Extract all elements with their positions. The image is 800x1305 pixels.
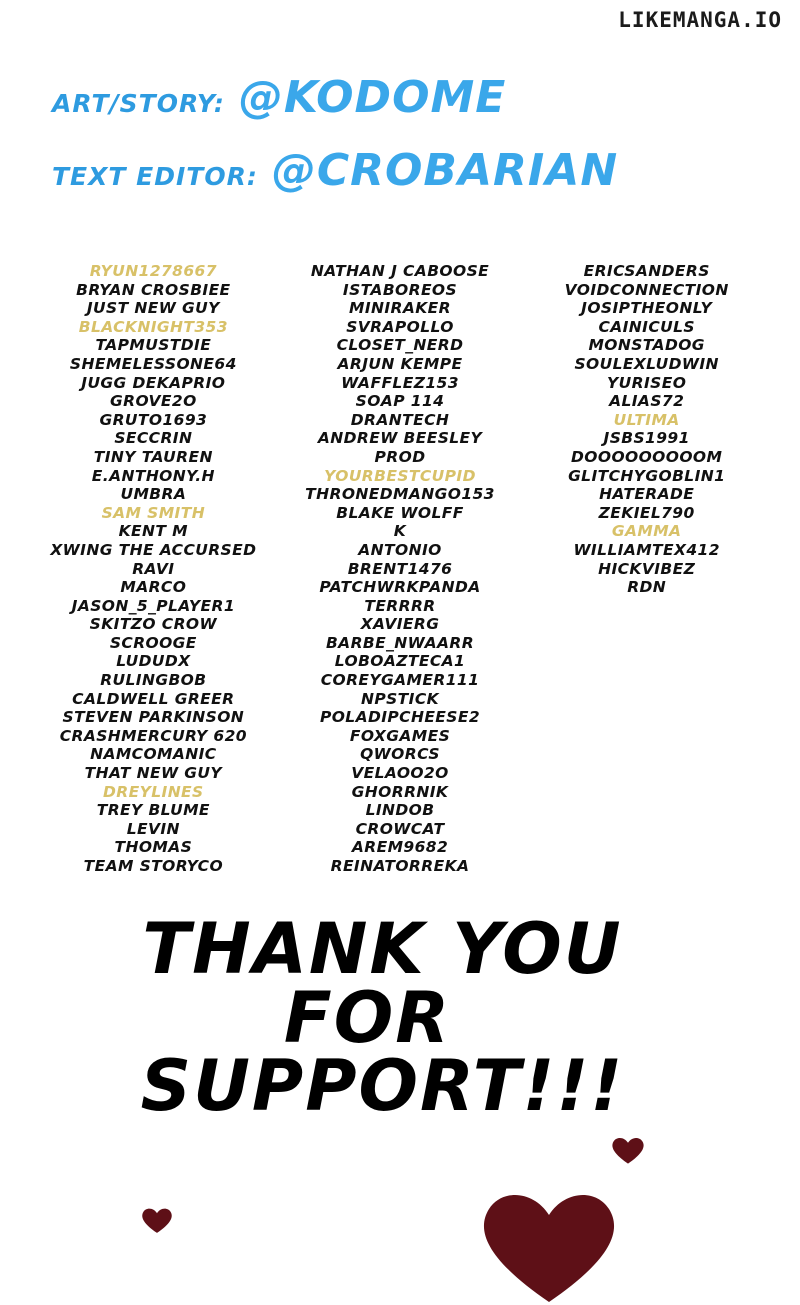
supporter-name: PROD — [374, 447, 426, 466]
supporter-name: CALDWELL GREER — [72, 689, 235, 708]
supporter-name: BLACKNIGHT353 — [78, 317, 228, 336]
supporter-name: VELAOO2O — [351, 764, 449, 783]
supporter-name: VOIDCONNECTION — [564, 280, 729, 299]
supporter-name: RULINGBOB — [100, 671, 207, 690]
thank-you-line-1: THANK YOU — [142, 908, 623, 990]
supporter-name: RAVI — [132, 559, 175, 578]
supporter-name: COREYGAMER111 — [320, 671, 480, 690]
supporter-name: SAM SMITH — [101, 503, 206, 522]
credit-handle-text-editor: @CROBARIAN — [271, 145, 619, 196]
credit-line-art-story — [0, 72, 800, 123]
supporter-name: TINY TAUREN — [93, 447, 213, 466]
supporter-name: JOSIPTHEONLY — [581, 299, 713, 318]
supporter-name: THOMAS — [114, 838, 193, 857]
supporter-name: SOAP 114 — [355, 392, 445, 411]
supporter-name: PATCHWRKPANDA — [319, 578, 481, 597]
supporter-name: KENT M — [118, 522, 189, 541]
supporter-name: GLITCHYGOBLIN1 — [568, 466, 726, 485]
supporter-name: MARCO — [120, 578, 187, 597]
supporter-name: RDN — [627, 578, 667, 597]
heart-icon-large — [464, 1185, 634, 1305]
supporter-name: ANTONIO — [358, 540, 442, 559]
supporter-name: GAMMA — [611, 522, 682, 541]
supporter-name: DREYLINES — [103, 782, 204, 801]
heart-icon-small-left — [140, 1206, 174, 1234]
supporter-name: RYUN1278667 — [89, 262, 217, 280]
supporter-name: CAINICULS — [598, 317, 695, 336]
supporter-name: LOBOAZTECA1 — [334, 652, 466, 671]
supporter-name: DOOOOOOOOOM — [571, 447, 723, 466]
supporter-names — [30, 262, 770, 876]
supporter-name: STEVEN PARKINSON — [62, 708, 245, 727]
supporter-name: XAVIERG — [360, 615, 440, 634]
supporter-name: ERICSANDERS — [583, 262, 710, 280]
site-watermark: LIKEMANGA.IO — [618, 8, 782, 32]
supporter-name: POLADIPCHEESE2 — [319, 708, 481, 727]
supporter-name: JUST NEW GUY — [86, 299, 220, 318]
supporter-name: YOURBESTCUPID — [324, 466, 476, 485]
names-column-1 — [30, 262, 277, 876]
supporter-name: REINATORREKA — [330, 857, 470, 875]
supporter-name: NATHAN J CABOOSE — [310, 262, 490, 280]
supporter-name: GROVE2O — [110, 392, 197, 411]
supporter-name: FOXGAMES — [349, 726, 451, 745]
supporter-name: ARJUN KEMPE — [337, 354, 463, 373]
supporter-name: DRANTECH — [350, 410, 450, 429]
supporter-name: TEAM STORYCO — [83, 857, 224, 875]
supporter-name: E.ANTHONY.H — [91, 466, 215, 485]
heart-icon-small-right — [610, 1135, 646, 1165]
supporter-name: NAMCOMANIC — [90, 745, 217, 764]
supporter-name: UMBRA — [120, 485, 187, 504]
credit-handle-art-story: @KODOME — [238, 72, 507, 123]
supporter-name: THAT NEW GUY — [84, 764, 223, 783]
supporter-name: GRUTO1693 — [99, 410, 208, 429]
supporter-name: YURISEO — [607, 373, 687, 392]
supporter-name: SCROOGE — [109, 633, 197, 652]
supporter-name: WAFFLEZ153 — [341, 373, 459, 392]
supporter-name: JUGG DEKAPRIO — [81, 373, 226, 392]
supporter-name: SECCRIN — [114, 429, 193, 448]
supporter-name: LUDUDX — [116, 652, 191, 671]
supporter-name: TREY BLUME — [96, 801, 210, 820]
thank-you-line-2: FOR — [283, 976, 452, 1059]
supporter-name: TERRRR — [364, 596, 436, 615]
supporter-name: AREM9682 — [351, 838, 449, 857]
supporter-name: TAPMUSTDIE — [95, 336, 212, 355]
supporter-name: HICKVIBEZ — [598, 559, 696, 578]
names-column-3 — [523, 262, 770, 876]
supporter-name: GHORRNIK — [351, 782, 449, 801]
supporter-name: NPSTICK — [360, 689, 440, 708]
supporter-name: XWING THE ACCURSED — [50, 540, 257, 559]
supporter-name: ISTABOREOS — [342, 280, 458, 299]
supporter-name: SVRAPOLLO — [346, 317, 454, 336]
supporter-name: THRONEDMANGO153 — [305, 485, 495, 504]
supporter-name: BRYAN CROSBIEE — [76, 280, 231, 299]
supporter-name: CRASHMERCURY 620 — [59, 726, 247, 745]
supporter-name: ZEKIEL790 — [598, 503, 695, 522]
thank-you-message — [0, 908, 800, 1128]
credit-label-text-editor: TEXT EDITOR: — [52, 162, 258, 191]
supporter-name: BRENT1476 — [347, 559, 453, 578]
supporter-name: ANDREW BEESLEY — [317, 429, 483, 448]
supporter-name: CROWCAT — [355, 819, 445, 838]
names-column-2 — [277, 262, 524, 876]
supporter-name: MINIRAKER — [349, 299, 451, 318]
supporter-name: SOULEXLUDWIN — [574, 354, 719, 373]
supporter-name: JASON_5_PLAYER1 — [71, 596, 236, 615]
supporter-name: CLOSET_NERD — [336, 336, 464, 355]
supporter-name: HATERADE — [599, 485, 695, 504]
supporter-name: BARBE_NWAARR — [325, 633, 475, 652]
credits-header — [0, 72, 800, 218]
supporter-name: K — [393, 522, 407, 541]
supporter-name: MONSTADOG — [588, 336, 705, 355]
supporter-name: BLAKE WOLFF — [336, 503, 464, 522]
supporter-name: LINDOB — [365, 801, 435, 820]
thank-you-line-3: SUPPORT!!! — [140, 1045, 625, 1128]
supporter-name: WILLIAMTEX412 — [573, 540, 720, 559]
credit-line-text-editor — [0, 145, 800, 196]
supporter-name: ALIAS72 — [609, 392, 685, 411]
credit-label-art-story: ART/STORY: — [52, 89, 225, 118]
supporter-name: QWORCS — [360, 745, 440, 764]
supporter-name: SKITZO CROW — [89, 615, 217, 634]
supporter-name: JSBS1991 — [603, 429, 690, 448]
supporter-name: SHEMELESSONE64 — [69, 354, 237, 373]
supporter-name: ULTIMA — [613, 410, 680, 429]
supporter-name: LEVIN — [126, 819, 180, 838]
